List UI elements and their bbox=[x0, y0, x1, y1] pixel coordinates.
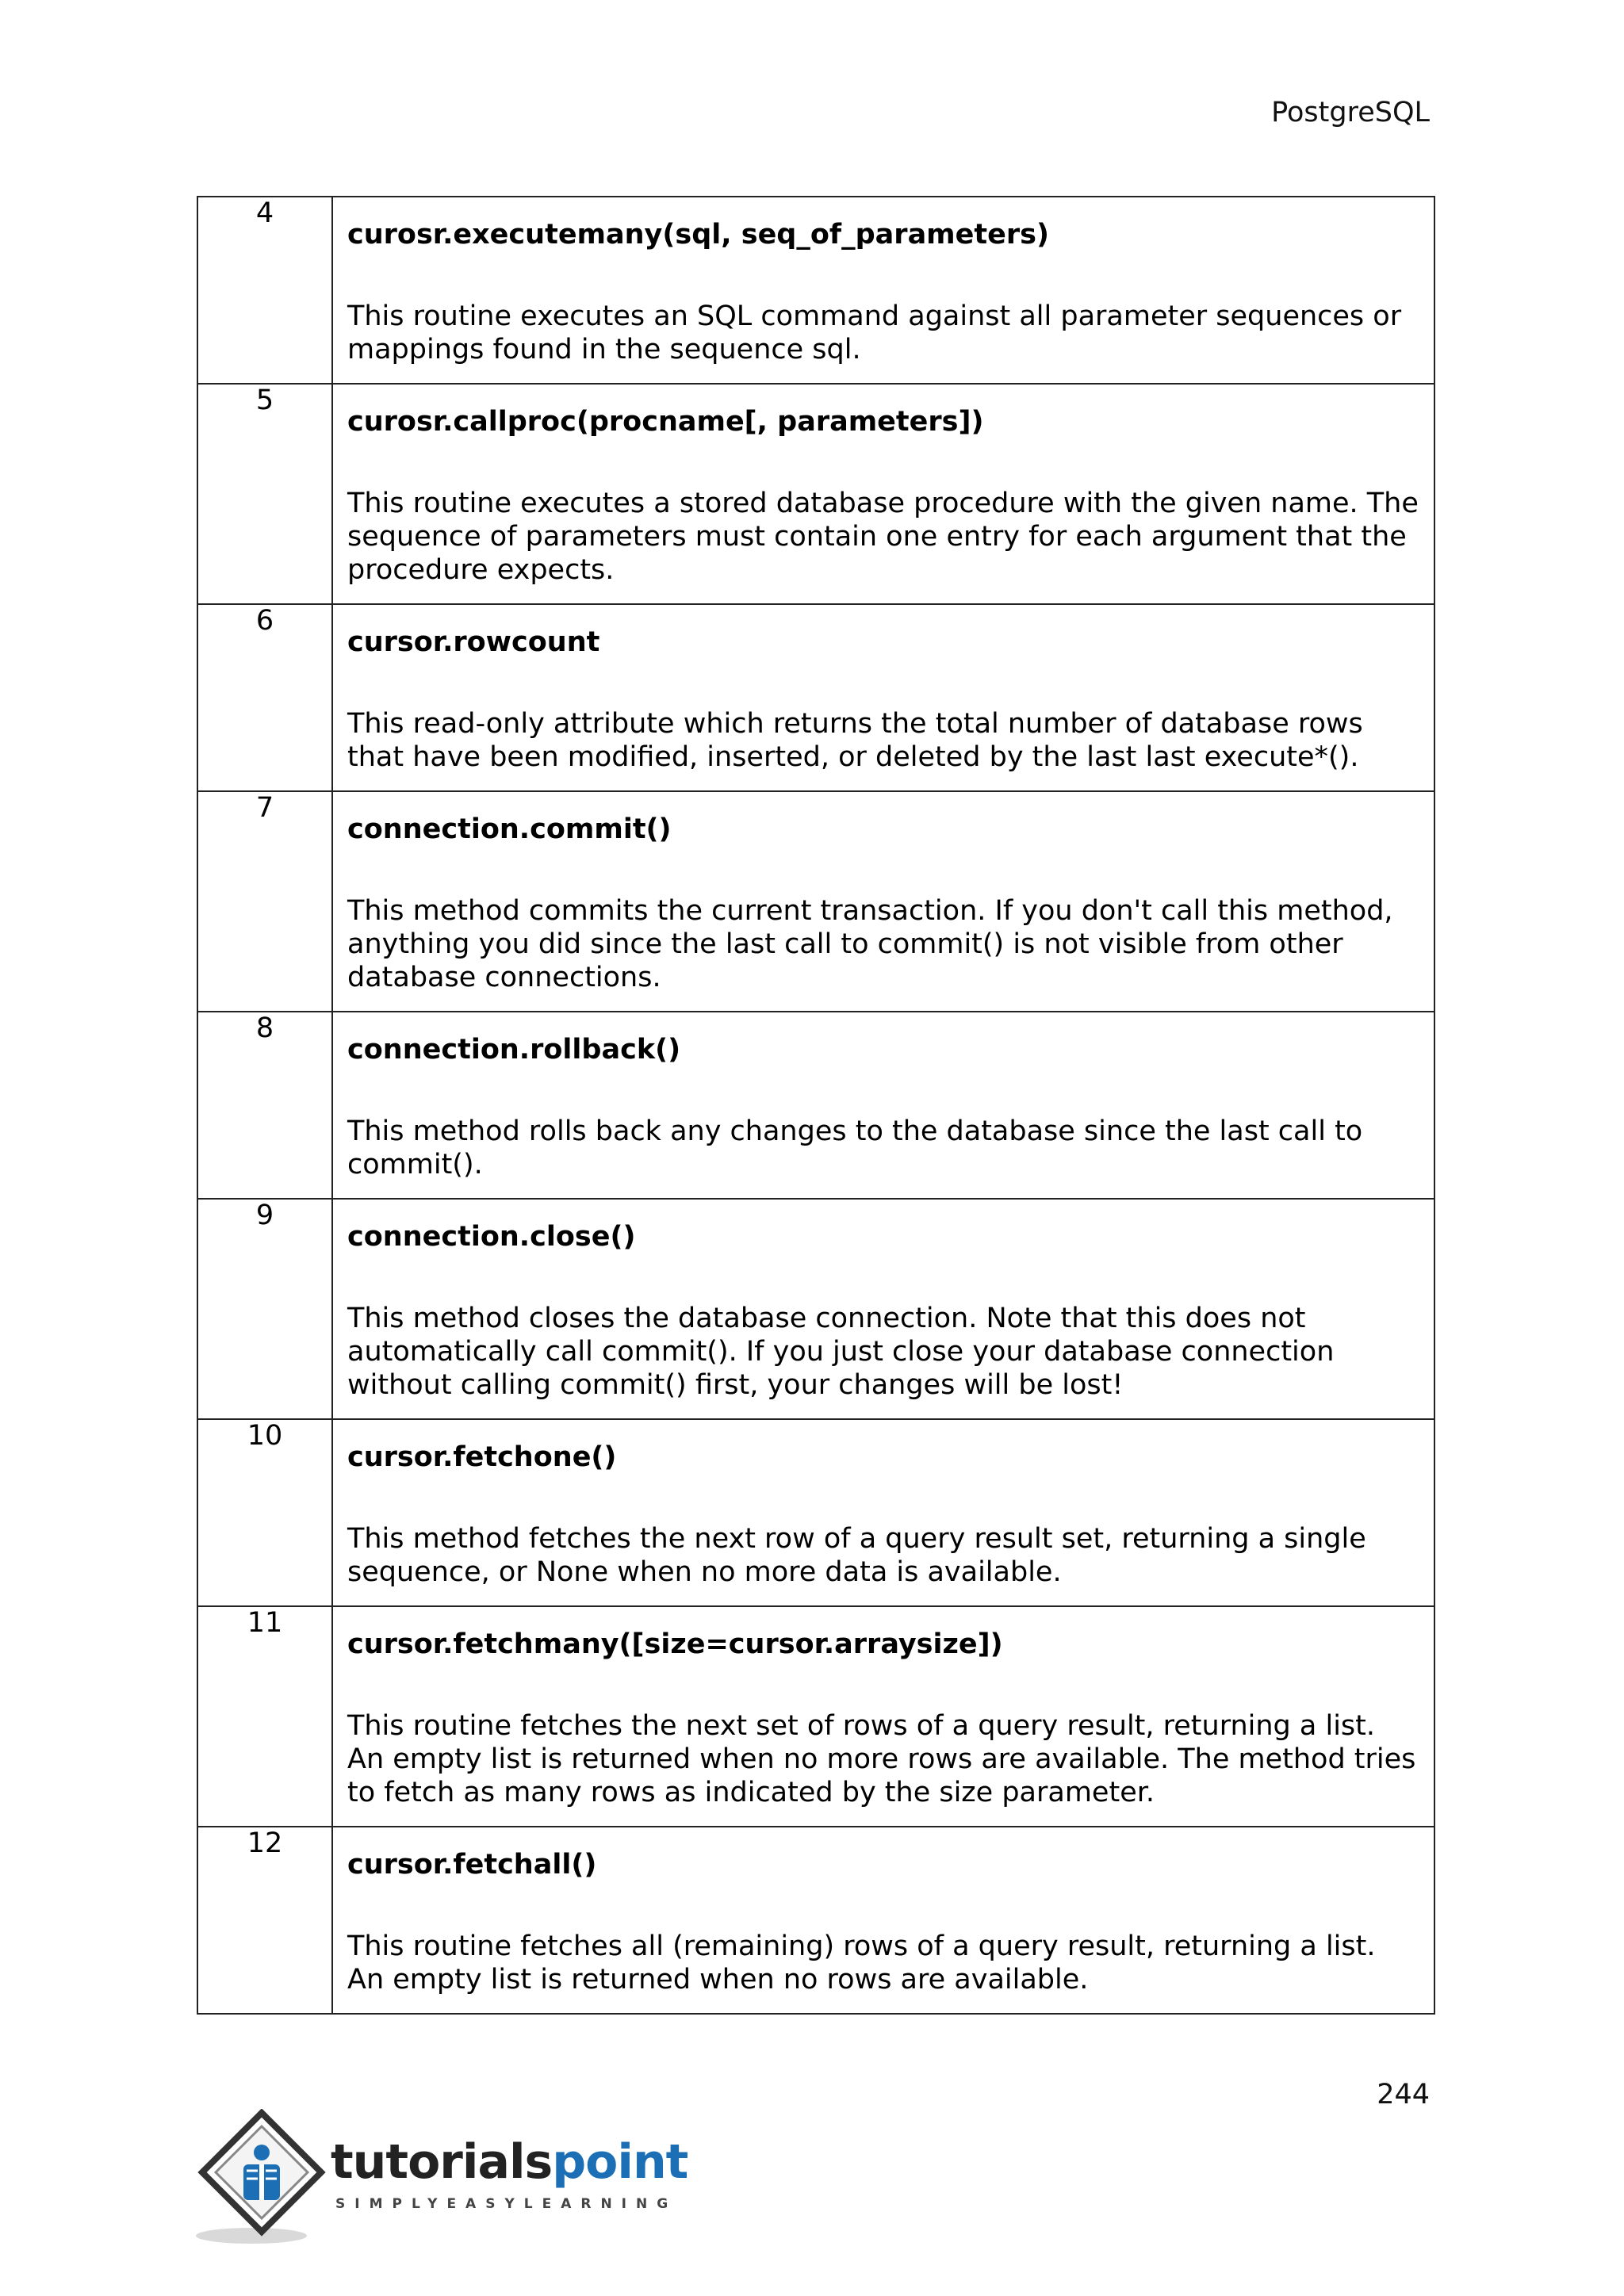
table-row bbox=[197, 1012, 1434, 1199]
row-description bbox=[332, 1827, 1434, 2014]
method-signature: cursor.rowcount bbox=[347, 626, 600, 658]
table-row bbox=[197, 1827, 1434, 2014]
logo-word-tutorials: tutorials bbox=[331, 2134, 553, 2190]
row-number: 12 bbox=[197, 1827, 332, 2014]
row-number: 5 bbox=[197, 384, 332, 604]
method-text: This routine fetches the next set of rows of a query result, returning a list. An empty list is returned when no more rows are available. The method tries to fetch as many rows as indicated by the size parameter. bbox=[347, 1710, 1416, 1808]
row-number: 10 bbox=[197, 1419, 332, 1606]
method-signature: cursor.fetchone() bbox=[347, 1441, 617, 1473]
method-text: This method commits the current transaction. If you don't call this method, anything you did since the last call to commit() is not visible from other database connections. bbox=[347, 895, 1393, 993]
table-row bbox=[197, 1606, 1434, 1827]
row-number: 11 bbox=[197, 1606, 332, 1827]
page-header-title: PostgreSQL bbox=[1271, 97, 1430, 128]
row-description bbox=[332, 604, 1434, 791]
method-text: This method closes the database connection. Note that this does not automatically call commit(). If you just close your database connection without calling commit() first, your changes will be lost! bbox=[347, 1303, 1335, 1401]
method-text: This method fetches the next row of a query result set, returning a single sequence, or None when no more data is available. bbox=[347, 1523, 1366, 1588]
row-number: 4 bbox=[197, 197, 332, 384]
row-number: 9 bbox=[197, 1199, 332, 1419]
row-description bbox=[332, 1012, 1434, 1199]
row-description bbox=[332, 1199, 1434, 1419]
table-row bbox=[197, 384, 1434, 604]
row-number: 6 bbox=[197, 604, 332, 791]
method-text: This routine executes a stored database procedure with the given name. The sequence of parameters must contain one entry for each argument that the procedure expects. bbox=[347, 488, 1419, 586]
method-signature: connection.commit() bbox=[347, 813, 672, 845]
logo-tagline: SIMPLYEASYLEARNING bbox=[335, 2196, 678, 2212]
method-signature: curosr.callproc(procname[, parameters]) bbox=[347, 406, 984, 438]
row-description bbox=[332, 1606, 1434, 1827]
page-number: 244 bbox=[1377, 2079, 1430, 2110]
row-description bbox=[332, 791, 1434, 1012]
table-row bbox=[197, 604, 1434, 791]
method-text: This routine executes an SQL command against all parameter sequences or mappings found in the sequence sql. bbox=[347, 300, 1402, 365]
method-signature: cursor.fetchmany([size=cursor.arraysize]) bbox=[347, 1628, 1003, 1660]
row-description bbox=[332, 1419, 1434, 1606]
table-row bbox=[197, 197, 1434, 384]
logo-word-point: point bbox=[552, 2134, 688, 2190]
api-methods-table bbox=[197, 196, 1435, 2015]
row-description bbox=[332, 384, 1434, 604]
method-signature: cursor.fetchall() bbox=[347, 1849, 597, 1881]
method-signature: connection.close() bbox=[347, 1221, 636, 1253]
method-text: This read-only attribute which returns the total number of database rows that have been modified, inserted, or deleted by the last last execute*(). bbox=[347, 708, 1363, 773]
table-row bbox=[197, 791, 1434, 1012]
tutorialspoint-logo bbox=[194, 2109, 688, 2252]
method-signature: curosr.executemany(sql, seq_of_parameters) bbox=[347, 219, 1049, 251]
table-row bbox=[197, 1199, 1434, 1419]
row-number: 8 bbox=[197, 1012, 332, 1199]
table-row bbox=[197, 1419, 1434, 1606]
method-signature: connection.rollback() bbox=[347, 1034, 681, 1066]
method-text: This routine fetches all (remaining) rows of a query result, returning a list. An empty list is returned when no rows are available. bbox=[347, 1931, 1376, 1996]
method-text: This method rolls back any changes to the database since the last call to commit(). bbox=[347, 1115, 1363, 1181]
row-description bbox=[332, 197, 1434, 384]
logo-wordmark bbox=[331, 2134, 688, 2190]
diamond-logo-icon bbox=[194, 2109, 329, 2252]
row-number: 7 bbox=[197, 791, 332, 1012]
